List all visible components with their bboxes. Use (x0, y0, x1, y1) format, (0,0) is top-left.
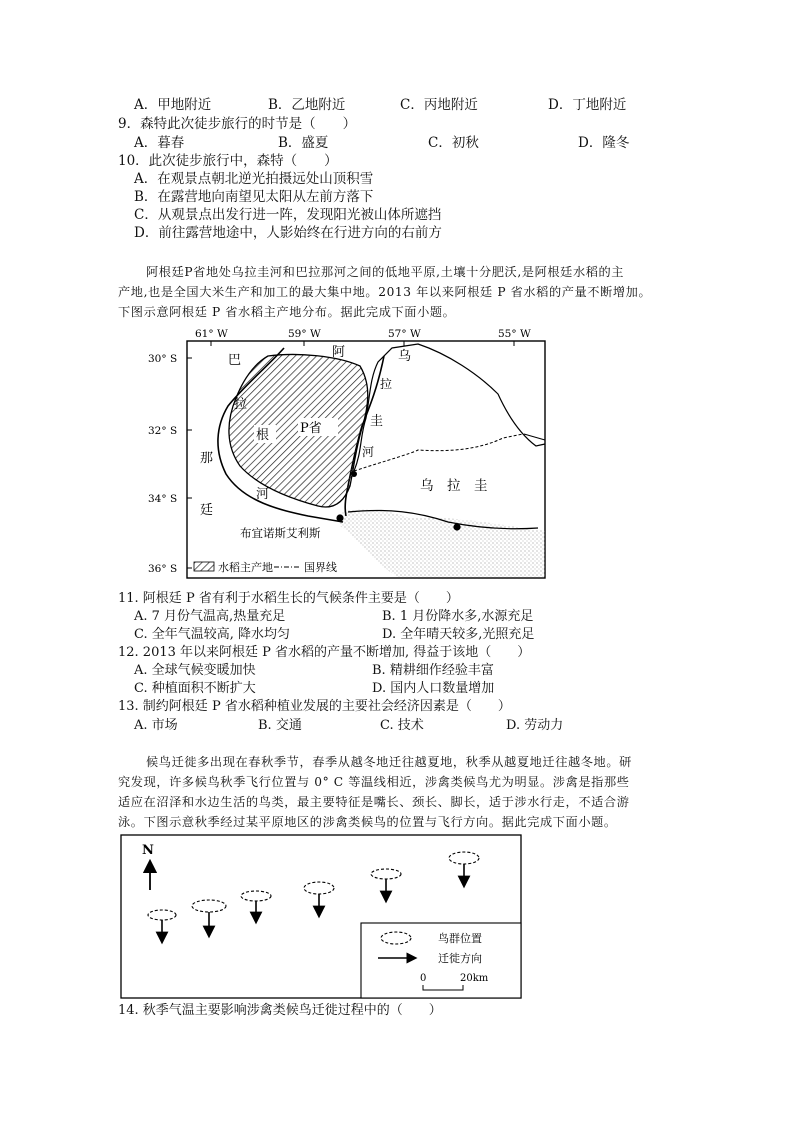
lat-label-32s: 32° S (148, 425, 178, 437)
rice-region-map (148, 326, 562, 582)
city-dot (351, 471, 357, 477)
q12-option-b: B. 精耕细作经验丰富 (372, 663, 494, 678)
q10-option-c: C．从观景点出发行进一阵，发现阳光被山体所遮挡 (134, 207, 442, 223)
q9-option-b: B．盛夏 (278, 135, 329, 151)
lon-label-55w: 55° W (498, 328, 531, 340)
q13-option-a: A. 市场 (134, 718, 178, 733)
legend-border-label: 国界线 (304, 561, 337, 574)
q8-option-a: A．甲地附近 (134, 97, 212, 113)
label-he-uruguay: 河 (362, 445, 375, 459)
q8-option-d: D．丁地附近 (548, 97, 627, 113)
passage-migration-line: 泳。下图示意秋季经过某平原地区的涉禽类候鸟的位置与飞行方向。据此完成下面小题。 (118, 815, 617, 829)
q11-option-d: D. 全年晴天较多,光照充足 (382, 627, 535, 642)
q11-option-a: A. 7 月份气温高,热量充足 (134, 609, 286, 624)
label-wu: 乌 (398, 349, 412, 364)
q11-stem: 11. 阿根廷 P 省有利于水稻生长的气候条件主要是（ ） (118, 591, 459, 606)
legend-rice-swatch (194, 562, 214, 571)
north-label: N (142, 843, 154, 858)
q13-option-c: C. 技术 (380, 718, 424, 733)
legend-rice-label: 水稻主产地 (218, 561, 273, 574)
q13-option-b: B. 交通 (258, 718, 302, 733)
passage-migration-line: 候鸟迁徙多出现在春秋季节，春季从越冬地迁往越夏地，秋季从越夏地迁往越冬地。研 (146, 755, 632, 769)
q12-option-c: C. 种植面积不断扩大 (134, 681, 256, 696)
q10-option-d: D．前往露营地途中，人影始终在行进方向的右前方 (134, 225, 442, 241)
passage-migration-line: 究发现，许多候鸟秋季飞行位置与 0° C 等温线相近，涉禽类候鸟尤为明显。涉禽是指那些 (118, 775, 630, 789)
label-la: 拉 (234, 397, 248, 412)
passage-argentina (118, 262, 698, 322)
lat-label-30s: 30° S (148, 353, 178, 365)
q11-option-c: C. 全年气温较高, 降水均匀 (134, 627, 291, 642)
scale-20km: 20km (460, 973, 489, 984)
q12-stem: 12. 2013 年以来阿根廷 P 省水稻的产量不断增加, 得益于该地（ ） (118, 645, 531, 660)
label-a: 阿 (332, 345, 346, 360)
q13-stem: 13. 制约阿根廷 P 省水稻种植业发展的主要社会经济因素是（ ） (118, 699, 511, 714)
label-uruguay-country: 乌 拉 圭 (420, 478, 488, 494)
q9-option-d: D．隆冬 (578, 135, 630, 151)
q12-option-d: D. 国内人口数量增加 (372, 681, 495, 696)
lon-label-57w: 57° W (388, 328, 421, 340)
lon-label-59w: 59° W (288, 328, 321, 340)
lat-label-36s: 36° S (148, 563, 178, 575)
label-p-province: P省 (300, 421, 322, 436)
legend-flock-label: 鸟群位置 (438, 932, 482, 945)
q9-option-a: A．暮春 (134, 135, 185, 151)
q10-option-b: B．在露营地向南望见太阳从左前方落下 (134, 189, 374, 205)
legend-arrow-label: 迁徙方向 (438, 952, 482, 965)
montevideo-dot (453, 523, 460, 530)
q13-option-d: D. 劳动力 (506, 718, 564, 733)
scale-zero: 0 (420, 973, 427, 984)
label-gen: 根 (256, 428, 270, 443)
passage-argentina-line: 产地,也是全国大米生产和加工的最大集中地。2013 年以来阿根廷 P 省水稻的产量不断增加。 (118, 285, 652, 299)
q9-option-c: C．初秋 (428, 135, 479, 151)
lat-label-34s: 34° S (148, 493, 178, 505)
label-ba: 巴 (228, 353, 242, 368)
lon-label-61w: 61° W (195, 328, 228, 340)
q8-option-c: C．丙地附近 (400, 97, 478, 113)
q8-option-b: B．乙地附近 (268, 97, 346, 113)
q11-option-b: B. 1 月份降水多,水源充足 (382, 609, 534, 624)
passage-migration (118, 752, 698, 832)
passage-argentina-line: 阿根廷P省地处乌拉圭河和巴拉那河之间的低地平原,土壤十分肥沃,是阿根廷水稻的主 (146, 265, 625, 279)
q12-option-a: A. 全球气候变暖加快 (134, 663, 256, 678)
label-na: 那 (200, 451, 214, 466)
passage-argentina-line: 下图示意阿根廷 P 省水稻主产地分布。据此完成下面小题。 (118, 305, 456, 319)
bird-migration-map (120, 834, 524, 1000)
passage-migration-line: 适应在沼泽和水边生活的鸟类，最主要特征是嘴长、颈长、脚长，适于涉水行走，不适合游 (118, 795, 630, 809)
label-he-parana: 河 (256, 487, 270, 502)
q14-stem: 14. 秋季气温主要影响涉禽类候鸟迁徙过程中的（ ） (118, 1003, 442, 1018)
label-buenos-aires: 布宜诺斯艾利斯 (240, 526, 321, 540)
label-la-uruguay-river: 拉 (380, 377, 393, 391)
label-gui: 圭 (370, 414, 384, 429)
buenos-aires-dot (336, 514, 343, 521)
label-ting: 廷 (200, 503, 214, 518)
q9-stem: 9．森特此次徒步旅行的时节是（ ） (118, 116, 357, 132)
q10-stem: 10．此次徒步旅行中，森特（ ） (118, 153, 338, 169)
q10-option-a: A．在观景点朝北逆光拍摄远处山顶积雪 (134, 171, 374, 187)
